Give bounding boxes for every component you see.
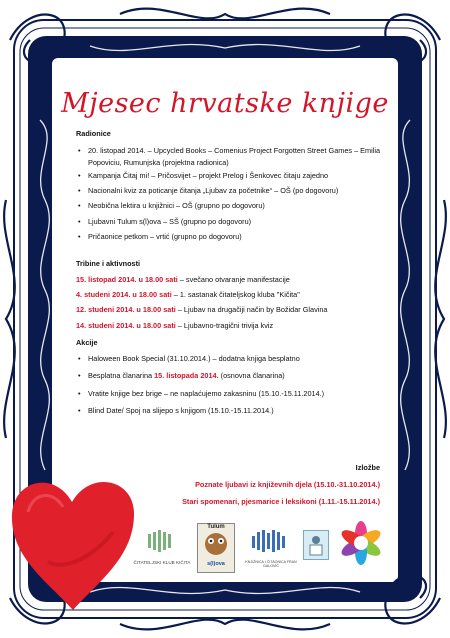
club-name: ČITATELJSKI KLUB KIČITA xyxy=(133,560,191,565)
event-text: – Ljubav na drugačiji način by Božidar Glavina xyxy=(175,305,328,315)
list-item xyxy=(76,322,386,329)
partner-logo xyxy=(303,530,329,560)
page-title: Mjesec hrvatske knjige xyxy=(61,88,389,119)
slova-label: s(l)ova xyxy=(207,561,225,567)
list-item: • Haloween Book Special (31.10.2014.) – dodatna knjiga besplatno xyxy=(76,355,386,362)
item-text: (osnovna članarina) xyxy=(218,371,285,381)
reading-club-logo xyxy=(130,530,194,564)
event-date: 12. studeni 2014. u 18.00 sati xyxy=(76,305,176,315)
event-text: – svečano otvaranje manifestacije xyxy=(177,274,290,284)
list-item: • Nacionalni kviz za poticanje čitanja „Ljubav za početnike“ – OŠ (po dogovoru) xyxy=(76,187,386,194)
item-date: 15. listopada 2014. xyxy=(154,371,219,381)
akcije-heading: Akcije xyxy=(76,337,98,347)
akcije-list xyxy=(76,355,386,414)
izlozbe-heading: Izložbe xyxy=(355,463,380,472)
heart-icon xyxy=(8,462,138,612)
list-item: • Ljubavni Tulum s(l)ova – SŠ (grupno po dogovoru) xyxy=(76,218,386,225)
list-item: • Pričaonice petkom – vrtić (grupno po dogovoru) xyxy=(76,233,386,240)
library-name: KNJIŽNICA I ČITAONICA FRAN GALOVIĆ xyxy=(245,560,297,568)
list-item: • Vratite knjige bez brige – ne naplaćujemo zakasninu (15.10.-15.11.2014.) xyxy=(76,390,386,397)
library-bars-icon xyxy=(242,530,300,552)
book-stripes-icon xyxy=(130,530,194,552)
list-item xyxy=(76,291,386,298)
event-date: 4. studeni 2014. u 18.00 sati xyxy=(76,289,172,299)
list-item xyxy=(76,276,386,283)
izlozba-line: Stari spomenari, pjesmarice i leksikoni (1.11.-15.11.2014.) xyxy=(182,497,380,506)
tulum-label: Tulum xyxy=(207,524,225,530)
izlozba-line: Poznate ljubavi iz književnih djela (15.10.-31.10.2014.) xyxy=(195,480,380,489)
list-item xyxy=(76,306,386,313)
reader-figure-icon xyxy=(304,531,328,559)
program-content xyxy=(76,130,386,414)
event-date: 14. studeni 2014. u 18.00 sati xyxy=(76,320,176,330)
tulum-slova-logo xyxy=(197,523,235,573)
list-item: • 20. listopad 2014. – Upcycled Books – Comenius Project Forgotten Street Games – Emilia Popoviciu, Rumunjska (projektna radionica) xyxy=(76,145,386,168)
library-logo xyxy=(242,530,300,568)
radionice-list xyxy=(76,145,386,240)
tribine-list xyxy=(76,276,386,329)
tribine-heading: Tribine i aktivnosti xyxy=(76,259,141,269)
event-date: 15. listopad 2014. u 18.00 sati xyxy=(76,274,178,284)
list-item: • Kampanja Čitaj mi! – Pričosvijet – projekt Prelog i Šenkovec čitaju zajedno xyxy=(76,172,386,179)
list-item xyxy=(76,372,386,379)
radionice-heading: Radionice xyxy=(76,129,111,138)
flower-logo-icon xyxy=(338,520,384,566)
event-text: – 1. sastanak čitateljskog kluba "Kičita" xyxy=(171,289,300,299)
event-text: – Ljubavno-tragični trivija kviz xyxy=(175,320,274,330)
list-item: • Blind Date/ Spoj na slijepo s knjigom (15.10.-15.11.2014.) xyxy=(76,407,386,414)
item-text: Besplatna članarina xyxy=(88,371,155,381)
list-item: • Neobična lektira u knjižnici – OŠ (grupno po dogovoru) xyxy=(76,202,386,209)
owl-icon xyxy=(198,530,234,556)
